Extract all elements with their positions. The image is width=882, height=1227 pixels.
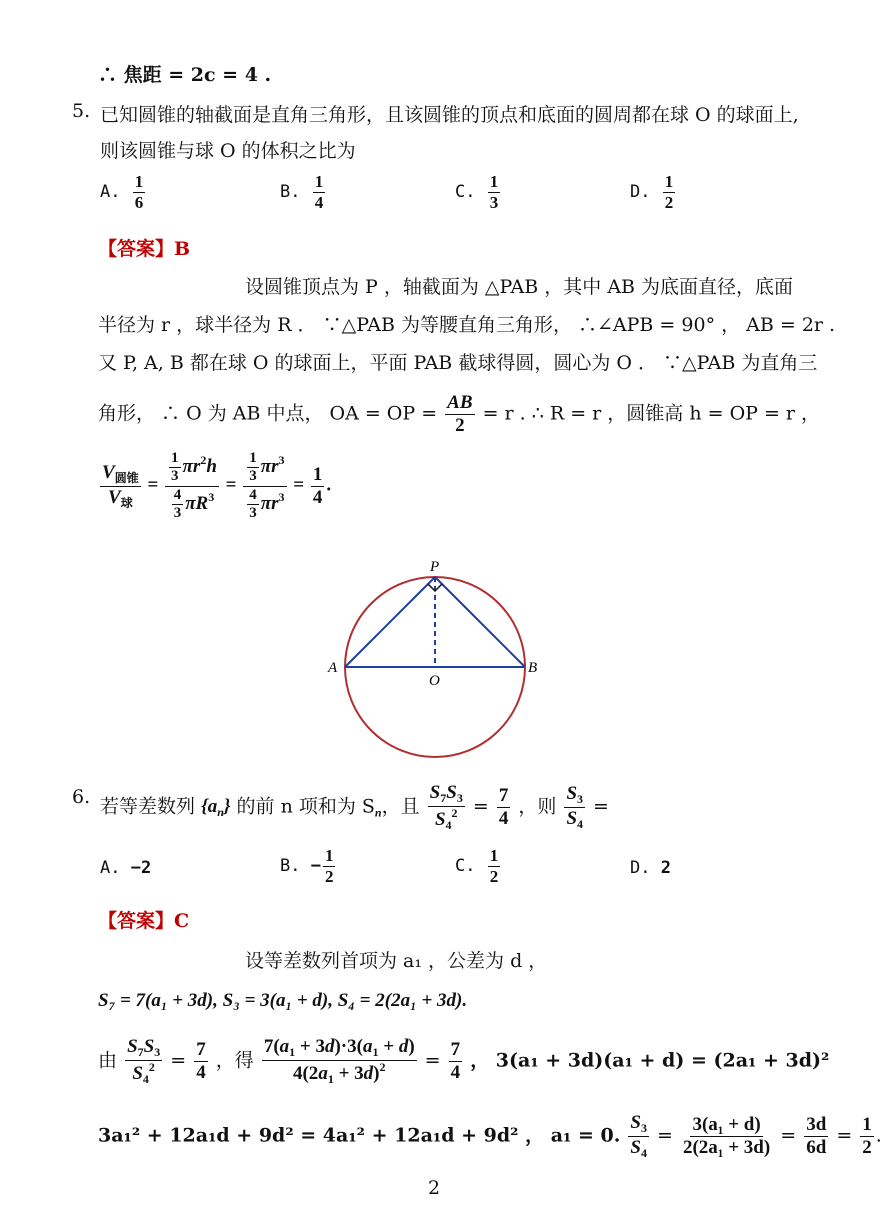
- q5-solution-line2: 半径为 r ，球半径为 R ． ∵△PAB 为等腰直角三角形， ∴∠APB = 90° ， AB = 2r .: [98, 314, 836, 336]
- q5-option-c: C. $\frac{1}{3}$: [455, 172, 499, 212]
- q6-stem: 若等差数列 $\{a_n\}$ 的前 n 项和为 $S_n$，且 $\frac{S_7S_3}{S_4^2}$ = $\frac{7}{4}$ ，则 $\frac{S_3}{S_4}$ =: [100, 782, 609, 832]
- page-number: 2: [427, 1177, 441, 1199]
- q6-solution-line1: 设等差数列首项为 a₁ ，公差为 d ，: [245, 950, 548, 972]
- label-o: O: [429, 673, 440, 689]
- q5-solution-line1: 设圆锥顶点为 P ，轴截面为 △PAB ，其中 AB 为底面直径，底面: [245, 276, 794, 298]
- side-pa: [345, 577, 435, 667]
- q5-volume-ratio: $\frac{V_{圆锥}}{V_球}$ = $\frac{1}{3}$ $\pi r^2h$ $\frac{4}{3}$ $\pi R^3$ = $\frac{1}{3}$ $\pi r^3$ $\frac{4}{3}$ $\pi r^3$ = $\frac{1}{4}$ .: [102, 450, 332, 521]
- cone-sphere-figure: [320, 555, 550, 765]
- q5-solution-line3: 又 P, A, B 都在球 O 的球面上，平面 PAB 截球得圆，圆心为 O ． ∵△PAB 为直角三: [98, 352, 818, 374]
- q5-solution-line4: 角形， ∴ O 为 AB 中点， OA = OP = $\frac{AB}{2}$ = r . ∴ R = r ，圆锥高 h = OP = r ，: [98, 392, 821, 436]
- q6-option-a: A. −2: [100, 858, 152, 878]
- focal-distance-line: ∴ 焦距 = 2c = 4 .: [98, 64, 272, 86]
- q6-option-d: D. 2: [630, 858, 671, 878]
- q6-solution-line3: 由 $\frac{S_7S_3}{S_4^2}$ = $\frac{7}{4}$ ，得 $\frac{7(a_1 + 3d)\cdot 3(a_1 + d)}{4(2a_1 + 3d)^2}$ = $\frac{7}{4}$ ， 3(a₁ + 3d)(a₁ + d) = (2a₁ + 3d)²: [98, 1036, 830, 1086]
- label-a: A: [328, 660, 338, 676]
- q6-solution-line2: S₇ = 7(a₁ + 3d), S₃ = 3(a₁ + d), S₄ = 2(2a₁ + 3d).: [98, 990, 468, 1011]
- q5-stem-line2: 则该圆锥与球 O 的体积之比为: [100, 140, 356, 162]
- q5-option-d: D. $\frac{1}{2}$: [630, 172, 674, 212]
- q5-option-a: A. $\frac{1}{6}$: [100, 172, 144, 212]
- q6-option-b: B. − $\frac{1}{2}$: [280, 846, 334, 886]
- q6-solution-line4: 3a₁² + 12a₁d + 9d² = 4a₁² + 12a₁d + 9d² ， a₁ = 0. $\frac{S_3}{S_4}$ = $\frac{\text{3(a₁ + d)}}{\text{2(2a₁ + 3d)}}$ = $\frac{3d}{6d}$ = $\frac{1}{2}$ .: [98, 1112, 882, 1160]
- q5-number: 5.: [72, 100, 91, 122]
- q5-stem-line1: 已知圆锥的轴截面是直角三角形，且该圆锥的顶点和底面的圆周都在球 O 的球面上,: [100, 104, 799, 126]
- q6-option-c: C. $\frac{1}{2}$: [455, 846, 499, 886]
- side-pb: [435, 577, 525, 667]
- label-b: B: [528, 660, 538, 676]
- q6-answer: 【答案】C: [98, 910, 190, 932]
- q5-option-b: B. $\frac{1}{4}$: [280, 172, 324, 212]
- label-p: P: [430, 559, 440, 575]
- q5-answer: 【答案】B: [98, 238, 191, 260]
- q6-number: 6.: [72, 786, 91, 808]
